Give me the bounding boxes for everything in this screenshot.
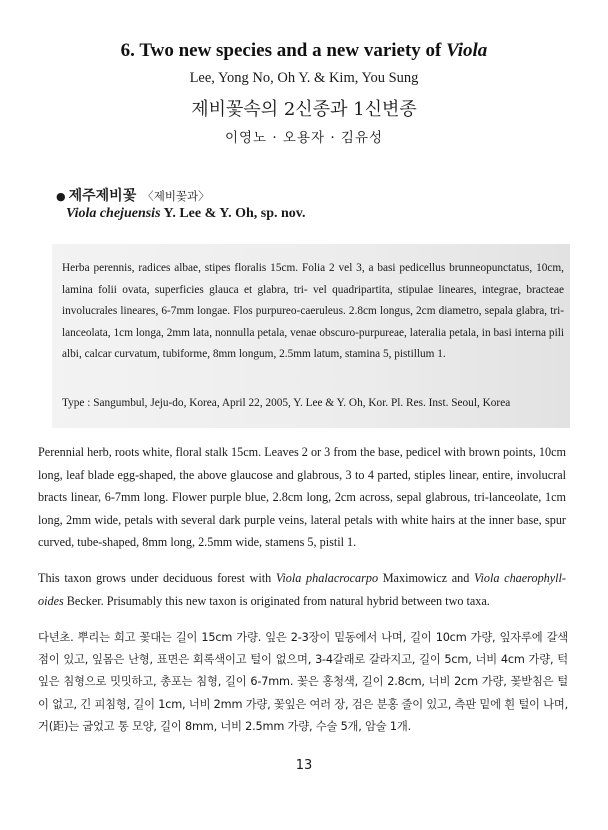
page-number: 13 — [295, 758, 313, 773]
article-title-genus: Viola — [446, 40, 488, 61]
article-title — [0, 40, 608, 62]
species-name-scientific: Viola chejuensis — [66, 206, 161, 221]
authors-english: Lee, Yong No, Oh Y. & Kim, You Sung — [189, 70, 419, 86]
species-heading-korean — [56, 185, 210, 205]
species-author: Y. Lee & Y. Oh, sp. nov. — [160, 206, 306, 221]
authors-korean: 이영노 · 오용자 · 김유성 — [224, 130, 384, 146]
bullet-icon: ● — [56, 190, 66, 203]
article-title-korean: 제비꽃속의 2신종과 1신변종 — [191, 99, 417, 120]
english-description: Perennial herb, roots white, floral stalk 15cm. Leaves 2 or 3 from the base, pedicel with brown points, 10cm long, leaf blade egg-shaped, the above glaucose and glabrous, 3 to 4 parted, stiples linear, entire, involucral bracts linear, 6-7mm long. Flower purple blue, 2.8cm long, 2cm across, sepal glabrous, tri-lanceolate, 1cm long, 2mm wide, petals with several dark purple veins, lateral petals with white hairs at the inner base, spur curved, tube-shaped, 8mm long, 2.5mm wide, stamens 5, pistil 1. — [38, 445, 566, 549]
article-title-text: 6. Two new species and a new variety of — [120, 40, 447, 61]
habitat-text-2: Maximowicz and — [378, 571, 474, 585]
type-specimen: Type : Sangumbul, Jeju-do, Korea, April 22, 2005, Y. Lee & Y. Oh, Kor. Pl. Res. Inst. Seoul, Korea — [62, 397, 511, 409]
korean-description: 다년초. 뿌리는 희고 꽃대는 길이 15cm 가량. 잎은 2-3장이 밑동에서 나며, 길이 10cm 가량, 잎자루에 갈색 점이 있고, 잎몸은 난형, 표면은 회록색이고 털이 없으며, 3-4갈래로 갈라지고, 길이 5cm, 너비 4cm 가량, 턱잎은 침형으로 밋밋하고, 총포는 침형, 길이 6-7mm. 꽃은 홍청색, 길이 2.8cm, 너비 2cm 가량, 꽃받침은 털이 없고, 긴 피침형, 길이 1cm, 너비 2mm 가량, 꽃잎은 여러 장, 검은 분홍 줄이 있고, 측판 밑에 흰 털이 나며, 거(距)는 굽었고 통 모양, 길이 8mm, 너비 2.5mm 가량, 수술 5개, 암술 1개. — [38, 631, 568, 733]
species-family-korean: 〈제비꽃과〉 — [142, 189, 210, 203]
habitat-species-1: Viola phalacrocarpo — [275, 571, 379, 585]
habitat-text-1: This taxon grows under deciduous forest with — [38, 571, 276, 585]
species-name-korean: 제주제비꽃 — [68, 188, 137, 204]
habitat-paragraph — [38, 567, 566, 612]
habitat-text-3: Becker. Prisumably this new taxon is originated from natural hybrid between two taxa. — [63, 593, 490, 608]
habitat-species-2: Viola chaerophyll-oides — [38, 571, 566, 608]
species-heading-scientific — [66, 206, 306, 222]
latin-description: Herba perennis, radices albae, stipes floralis 15cm. Folia 2 vel 3, a basi pedicellus brunneopunctatus, 10cm, lamina folii ovata, superficies glauca et glabra, tri- vel quadripartita, stipulae lineares, integrae, bracteae involucrales lineares, 6-7mm longae. Flos purpureo-caeruleus. 2.8cm longus, 2cm diametro, sepala glabra, tri-lanceolata, 1cm longa, 2mm lata, nonnulla petala, venae obscuro-purpureae, lateralia petala, in basi interna pili albi, calcar curvatum, tubiforme, 8mm longum, 2.5mm latum, stamina 5, pistillum 1. — [62, 262, 564, 360]
